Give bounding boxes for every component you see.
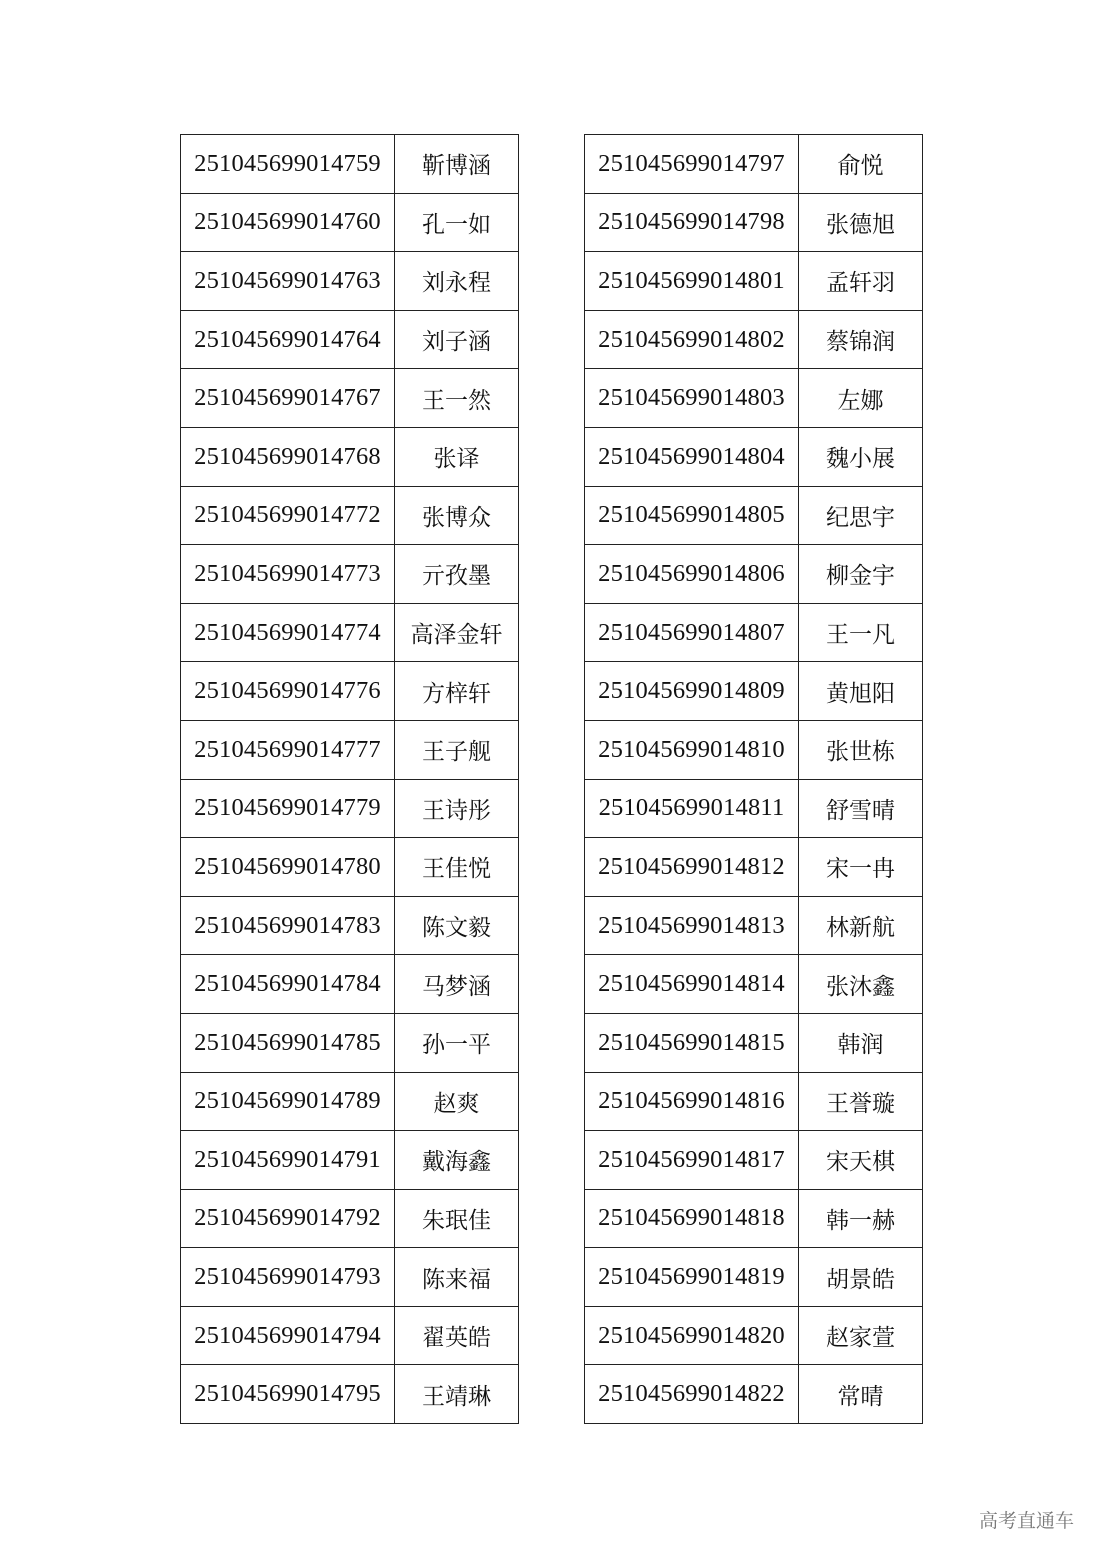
student-name-cell: 刘永程 xyxy=(395,252,519,311)
student-name-cell: 孙一平 xyxy=(395,1013,519,1072)
candidate-id-cell: 251045699014759 xyxy=(181,135,395,194)
student-name-cell: 魏小展 xyxy=(799,427,923,486)
table-row xyxy=(585,486,923,545)
table-row xyxy=(181,252,519,311)
table-row xyxy=(181,720,519,779)
table-row xyxy=(181,310,519,369)
candidate-id-cell: 251045699014793 xyxy=(181,1248,395,1307)
candidate-id-cell: 251045699014812 xyxy=(585,838,799,897)
candidate-id-cell: 251045699014820 xyxy=(585,1306,799,1365)
table-row xyxy=(585,369,923,428)
table-row xyxy=(181,486,519,545)
student-name-cell: 胡景皓 xyxy=(799,1248,923,1307)
candidate-id-cell: 251045699014789 xyxy=(181,1072,395,1131)
student-name-cell: 孟轩羽 xyxy=(799,252,923,311)
candidate-id-cell: 251045699014807 xyxy=(585,603,799,662)
candidate-id-cell: 251045699014784 xyxy=(181,955,395,1014)
student-name-cell: 蔡锦润 xyxy=(799,310,923,369)
candidate-id-cell: 251045699014804 xyxy=(585,427,799,486)
student-name-cell: 靳博涵 xyxy=(395,135,519,194)
table-row xyxy=(181,193,519,252)
candidate-id-cell: 251045699014780 xyxy=(181,838,395,897)
student-name-cell: 俞悦 xyxy=(799,135,923,194)
candidate-id-cell: 251045699014802 xyxy=(585,310,799,369)
table-row xyxy=(585,193,923,252)
student-name-cell: 孔一如 xyxy=(395,193,519,252)
table-row xyxy=(181,135,519,194)
candidate-id-cell: 251045699014791 xyxy=(181,1131,395,1190)
candidate-id-cell: 251045699014774 xyxy=(181,603,395,662)
student-name-cell: 张沐鑫 xyxy=(799,955,923,1014)
table-row xyxy=(181,955,519,1014)
candidate-id-cell: 251045699014785 xyxy=(181,1013,395,1072)
right-name-table xyxy=(584,134,923,1424)
student-name-cell: 张世栋 xyxy=(799,720,923,779)
candidate-id-cell: 251045699014811 xyxy=(585,779,799,838)
table-row xyxy=(585,310,923,369)
candidate-id-cell: 251045699014813 xyxy=(585,896,799,955)
left-name-table xyxy=(180,134,519,1424)
candidate-id-cell: 251045699014798 xyxy=(585,193,799,252)
table-row xyxy=(585,1072,923,1131)
student-name-cell: 翟英皓 xyxy=(395,1306,519,1365)
candidate-id-cell: 251045699014818 xyxy=(585,1189,799,1248)
table-row xyxy=(181,1365,519,1424)
student-name-cell: 宋一冉 xyxy=(799,838,923,897)
student-name-cell: 王子舰 xyxy=(395,720,519,779)
candidate-id-cell: 251045699014764 xyxy=(181,310,395,369)
table-row xyxy=(585,603,923,662)
student-name-cell: 马梦涵 xyxy=(395,955,519,1014)
student-name-cell: 高泽金轩 xyxy=(395,603,519,662)
student-name-cell: 戴海鑫 xyxy=(395,1131,519,1190)
candidate-id-cell: 251045699014806 xyxy=(585,545,799,604)
candidate-id-cell: 251045699014810 xyxy=(585,720,799,779)
candidate-id-cell: 251045699014816 xyxy=(585,1072,799,1131)
table-row xyxy=(585,1365,923,1424)
student-name-cell: 舒雪晴 xyxy=(799,779,923,838)
candidate-id-cell: 251045699014776 xyxy=(181,662,395,721)
student-name-cell: 王诗彤 xyxy=(395,779,519,838)
table-row xyxy=(585,1306,923,1365)
candidate-id-cell: 251045699014822 xyxy=(585,1365,799,1424)
candidate-id-cell: 251045699014797 xyxy=(585,135,799,194)
student-name-cell: 王佳悦 xyxy=(395,838,519,897)
student-name-cell: 纪思宇 xyxy=(799,486,923,545)
table-row xyxy=(181,545,519,604)
candidate-id-cell: 251045699014772 xyxy=(181,486,395,545)
table-row xyxy=(585,545,923,604)
candidate-id-cell: 251045699014783 xyxy=(181,896,395,955)
student-name-cell: 陈来福 xyxy=(395,1248,519,1307)
candidate-id-cell: 251045699014760 xyxy=(181,193,395,252)
candidate-id-cell: 251045699014817 xyxy=(585,1131,799,1190)
student-name-cell: 黄旭阳 xyxy=(799,662,923,721)
table-row xyxy=(181,1189,519,1248)
candidate-id-cell: 251045699014795 xyxy=(181,1365,395,1424)
student-name-cell: 王一凡 xyxy=(799,603,923,662)
table-row xyxy=(585,252,923,311)
table-row xyxy=(585,1248,923,1307)
table-row xyxy=(181,1072,519,1131)
table-row xyxy=(181,369,519,428)
student-name-cell: 赵家萱 xyxy=(799,1306,923,1365)
candidate-id-cell: 251045699014767 xyxy=(181,369,395,428)
table-row xyxy=(585,427,923,486)
table-row xyxy=(585,838,923,897)
candidate-id-cell: 251045699014814 xyxy=(585,955,799,1014)
student-name-cell: 常晴 xyxy=(799,1365,923,1424)
candidate-id-cell: 251045699014815 xyxy=(585,1013,799,1072)
watermark: 高考直通车 xyxy=(978,1510,1074,1532)
student-name-cell: 王誉璇 xyxy=(799,1072,923,1131)
table-row xyxy=(585,135,923,194)
candidate-id-cell: 251045699014773 xyxy=(181,545,395,604)
table-row xyxy=(181,779,519,838)
candidate-id-cell: 251045699014794 xyxy=(181,1306,395,1365)
student-name-cell: 宋天棋 xyxy=(799,1131,923,1190)
table-row xyxy=(585,662,923,721)
candidate-id-cell: 251045699014805 xyxy=(585,486,799,545)
table-row xyxy=(181,1248,519,1307)
candidate-id-cell: 251045699014763 xyxy=(181,252,395,311)
student-name-cell: 王靖琳 xyxy=(395,1365,519,1424)
student-name-cell: 方梓轩 xyxy=(395,662,519,721)
student-name-cell: 韩一赫 xyxy=(799,1189,923,1248)
student-name-cell: 朱珉佳 xyxy=(395,1189,519,1248)
table-row xyxy=(585,1189,923,1248)
candidate-id-cell: 251045699014779 xyxy=(181,779,395,838)
student-name-cell: 赵爽 xyxy=(395,1072,519,1131)
table-row xyxy=(181,1013,519,1072)
table-row xyxy=(181,427,519,486)
candidate-id-cell: 251045699014792 xyxy=(181,1189,395,1248)
candidate-id-cell: 251045699014809 xyxy=(585,662,799,721)
student-name-cell: 张博众 xyxy=(395,486,519,545)
table-row xyxy=(181,662,519,721)
candidate-id-cell: 251045699014768 xyxy=(181,427,395,486)
student-name-cell: 王一然 xyxy=(395,369,519,428)
table-row xyxy=(181,896,519,955)
candidate-id-cell: 251045699014801 xyxy=(585,252,799,311)
table-row xyxy=(585,720,923,779)
student-name-cell: 韩润 xyxy=(799,1013,923,1072)
student-name-cell: 林新航 xyxy=(799,896,923,955)
table-row xyxy=(181,1306,519,1365)
student-name-cell: 左娜 xyxy=(799,369,923,428)
student-name-cell: 柳金宇 xyxy=(799,545,923,604)
table-row xyxy=(585,955,923,1014)
student-name-cell: 陈文毅 xyxy=(395,896,519,955)
student-name-cell: 张译 xyxy=(395,427,519,486)
candidate-id-cell: 251045699014803 xyxy=(585,369,799,428)
table-row xyxy=(181,1131,519,1190)
table-row xyxy=(181,603,519,662)
student-name-cell: 张德旭 xyxy=(799,193,923,252)
table-row xyxy=(585,896,923,955)
table-row xyxy=(585,1131,923,1190)
candidate-id-cell: 251045699014819 xyxy=(585,1248,799,1307)
student-name-cell: 亓孜墨 xyxy=(395,545,519,604)
table-row xyxy=(585,779,923,838)
student-name-cell: 刘子涵 xyxy=(395,310,519,369)
table-row xyxy=(181,838,519,897)
candidate-id-cell: 251045699014777 xyxy=(181,720,395,779)
table-row xyxy=(585,1013,923,1072)
